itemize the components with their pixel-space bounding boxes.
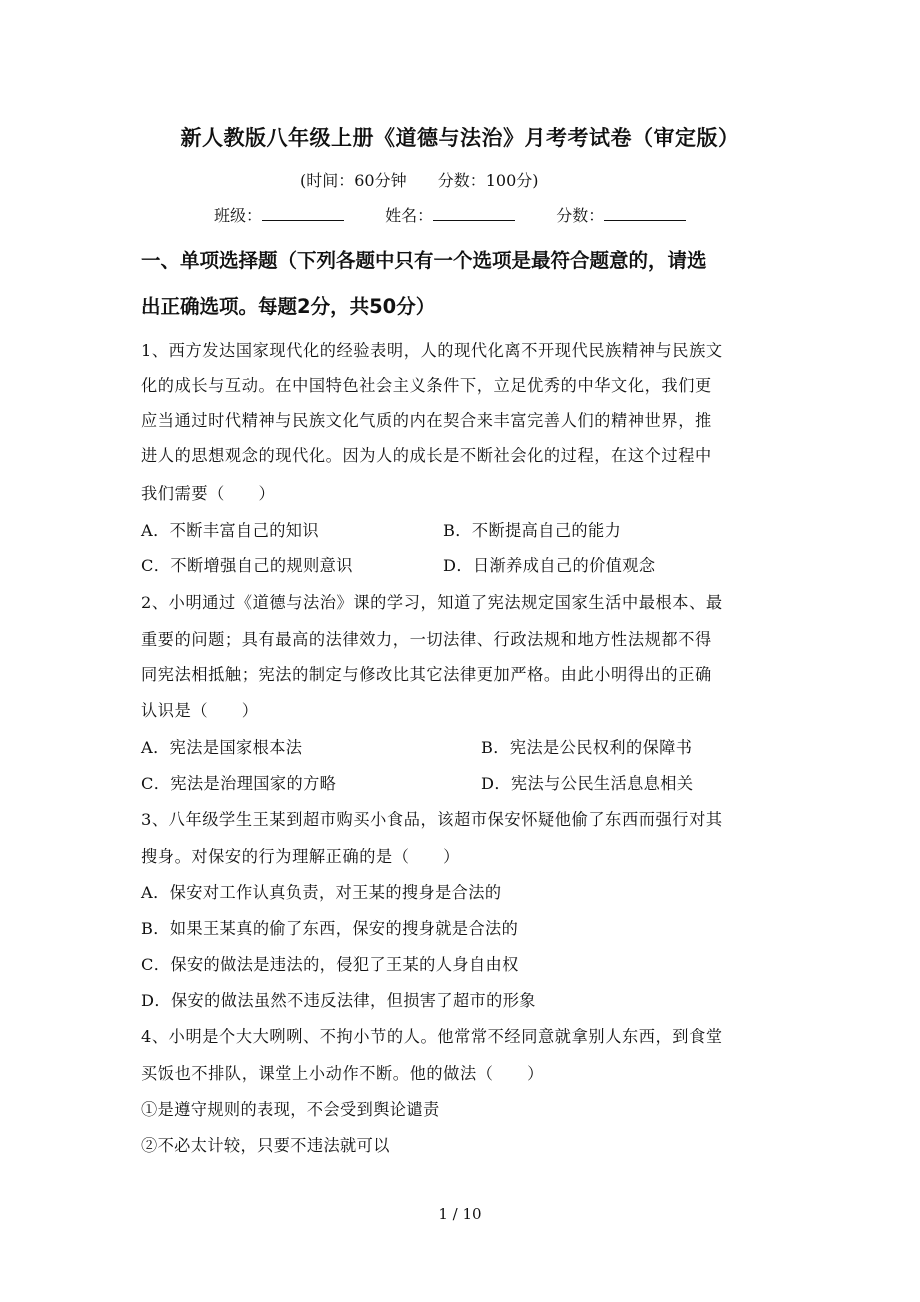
- question-1-option-b: B．不断提高自己的能力: [443, 521, 622, 540]
- question-1-line: 1、西方发达国家现代化的经验表明，人的现代化离不开现代民族精神与民族文: [141, 341, 723, 360]
- class-blank: [262, 206, 344, 221]
- name-field: [385, 203, 515, 226]
- question-4-item-2: ②不必太计较，只要不违法就可以: [141, 1136, 390, 1155]
- question-2-line: 2、小明通过《道德与法治》课的学习，知道了宪法规定国家生活中最根本、最: [141, 593, 723, 612]
- question-1-line: 进人的思想观念的现代化。因为人的成长是不断社会化的过程，在这个过程中: [141, 446, 712, 465]
- question-3-option-b: B．如果王某真的偷了东西，保安的搜身就是合法的: [141, 919, 519, 938]
- question-3-line: 3、八年级学生王某到超市购买小食品，该超市保安怀疑他偷了东西而强行对其: [141, 810, 723, 829]
- question-4-line: 买饭也不排队，课堂上小动作不断。他的做法（ ）: [141, 1064, 544, 1083]
- section-heading-continued: 出正确选项。每题2分，共50分）: [141, 295, 436, 318]
- question-1-line: 化的成长与互动。在中国特色社会主义条件下，立足优秀的中华文化，我们更: [141, 376, 712, 395]
- page-number: 1 / 10: [438, 1205, 482, 1223]
- question-2-option-b: B．宪法是公民权利的保障书: [481, 738, 693, 757]
- question-1-option-c: C．不断增强自己的规则意识: [141, 556, 353, 575]
- question-3-line: 搜身。对保安的行为理解正确的是（ ）: [141, 847, 460, 866]
- exam-total-score: 分数：100分): [437, 171, 539, 190]
- score-label: 分数：: [556, 206, 605, 225]
- question-3-option-d: D．保安的做法虽然不违反法律，但损害了超市的形象: [141, 991, 536, 1010]
- question-2-option-c: C．宪法是治理国家的方略: [141, 774, 337, 793]
- question-1-line: 应当通过时代精神与民族文化气质的内在契合来丰富完善人们的精神世界，推: [141, 411, 712, 430]
- question-1-option-d: D．日渐养成自己的价值观念: [443, 556, 656, 575]
- class-label: 班级：: [214, 206, 263, 225]
- question-4-line: 4、小明是个大大咧咧、不拘小节的人。他常常不经同意就拿别人东西，到食堂: [141, 1027, 723, 1046]
- question-1-option-a: A．不断丰富自己的知识: [141, 521, 319, 540]
- section-heading: 一、单项选择题（下列各题中只有一个选项是最符合题意的，请选: [141, 249, 707, 272]
- question-1-line: 我们需要（ ）: [141, 484, 276, 503]
- question-2-line: 重要的问题；具有最高的法律效力，一切法律、行政法规和地方性法规都不得: [141, 630, 712, 649]
- exam-time: (时间：60分钟: [300, 171, 407, 190]
- question-3-option-c: C．保安的做法是违法的，侵犯了王某的人身自由权: [141, 955, 519, 974]
- question-2-option-a: A．宪法是国家根本法: [141, 738, 303, 757]
- exam-meta: [300, 168, 539, 191]
- name-label: 姓名：: [385, 206, 434, 225]
- score-blank: [604, 206, 686, 221]
- name-blank: [433, 206, 515, 221]
- question-3-option-a: A．保安对工作认真负责，对王某的搜身是合法的: [141, 883, 502, 902]
- question-2-option-d: D．宪法与公民生活息息相关: [481, 774, 694, 793]
- question-2-line: 同宪法相抵触；宪法的制定与修改比其它法律更加严格。由此小明得出的正确: [141, 665, 712, 684]
- question-4-item-1: ①是遵守规则的表现，不会受到舆论谴责: [141, 1100, 440, 1119]
- question-2-line: 认识是（ ）: [141, 701, 259, 720]
- score-field: [556, 203, 686, 226]
- class-field: [214, 203, 344, 226]
- page-title: 新人教版八年级上册《道德与法治》月考考试卷（审定版）: [180, 126, 740, 150]
- student-info: [214, 203, 686, 226]
